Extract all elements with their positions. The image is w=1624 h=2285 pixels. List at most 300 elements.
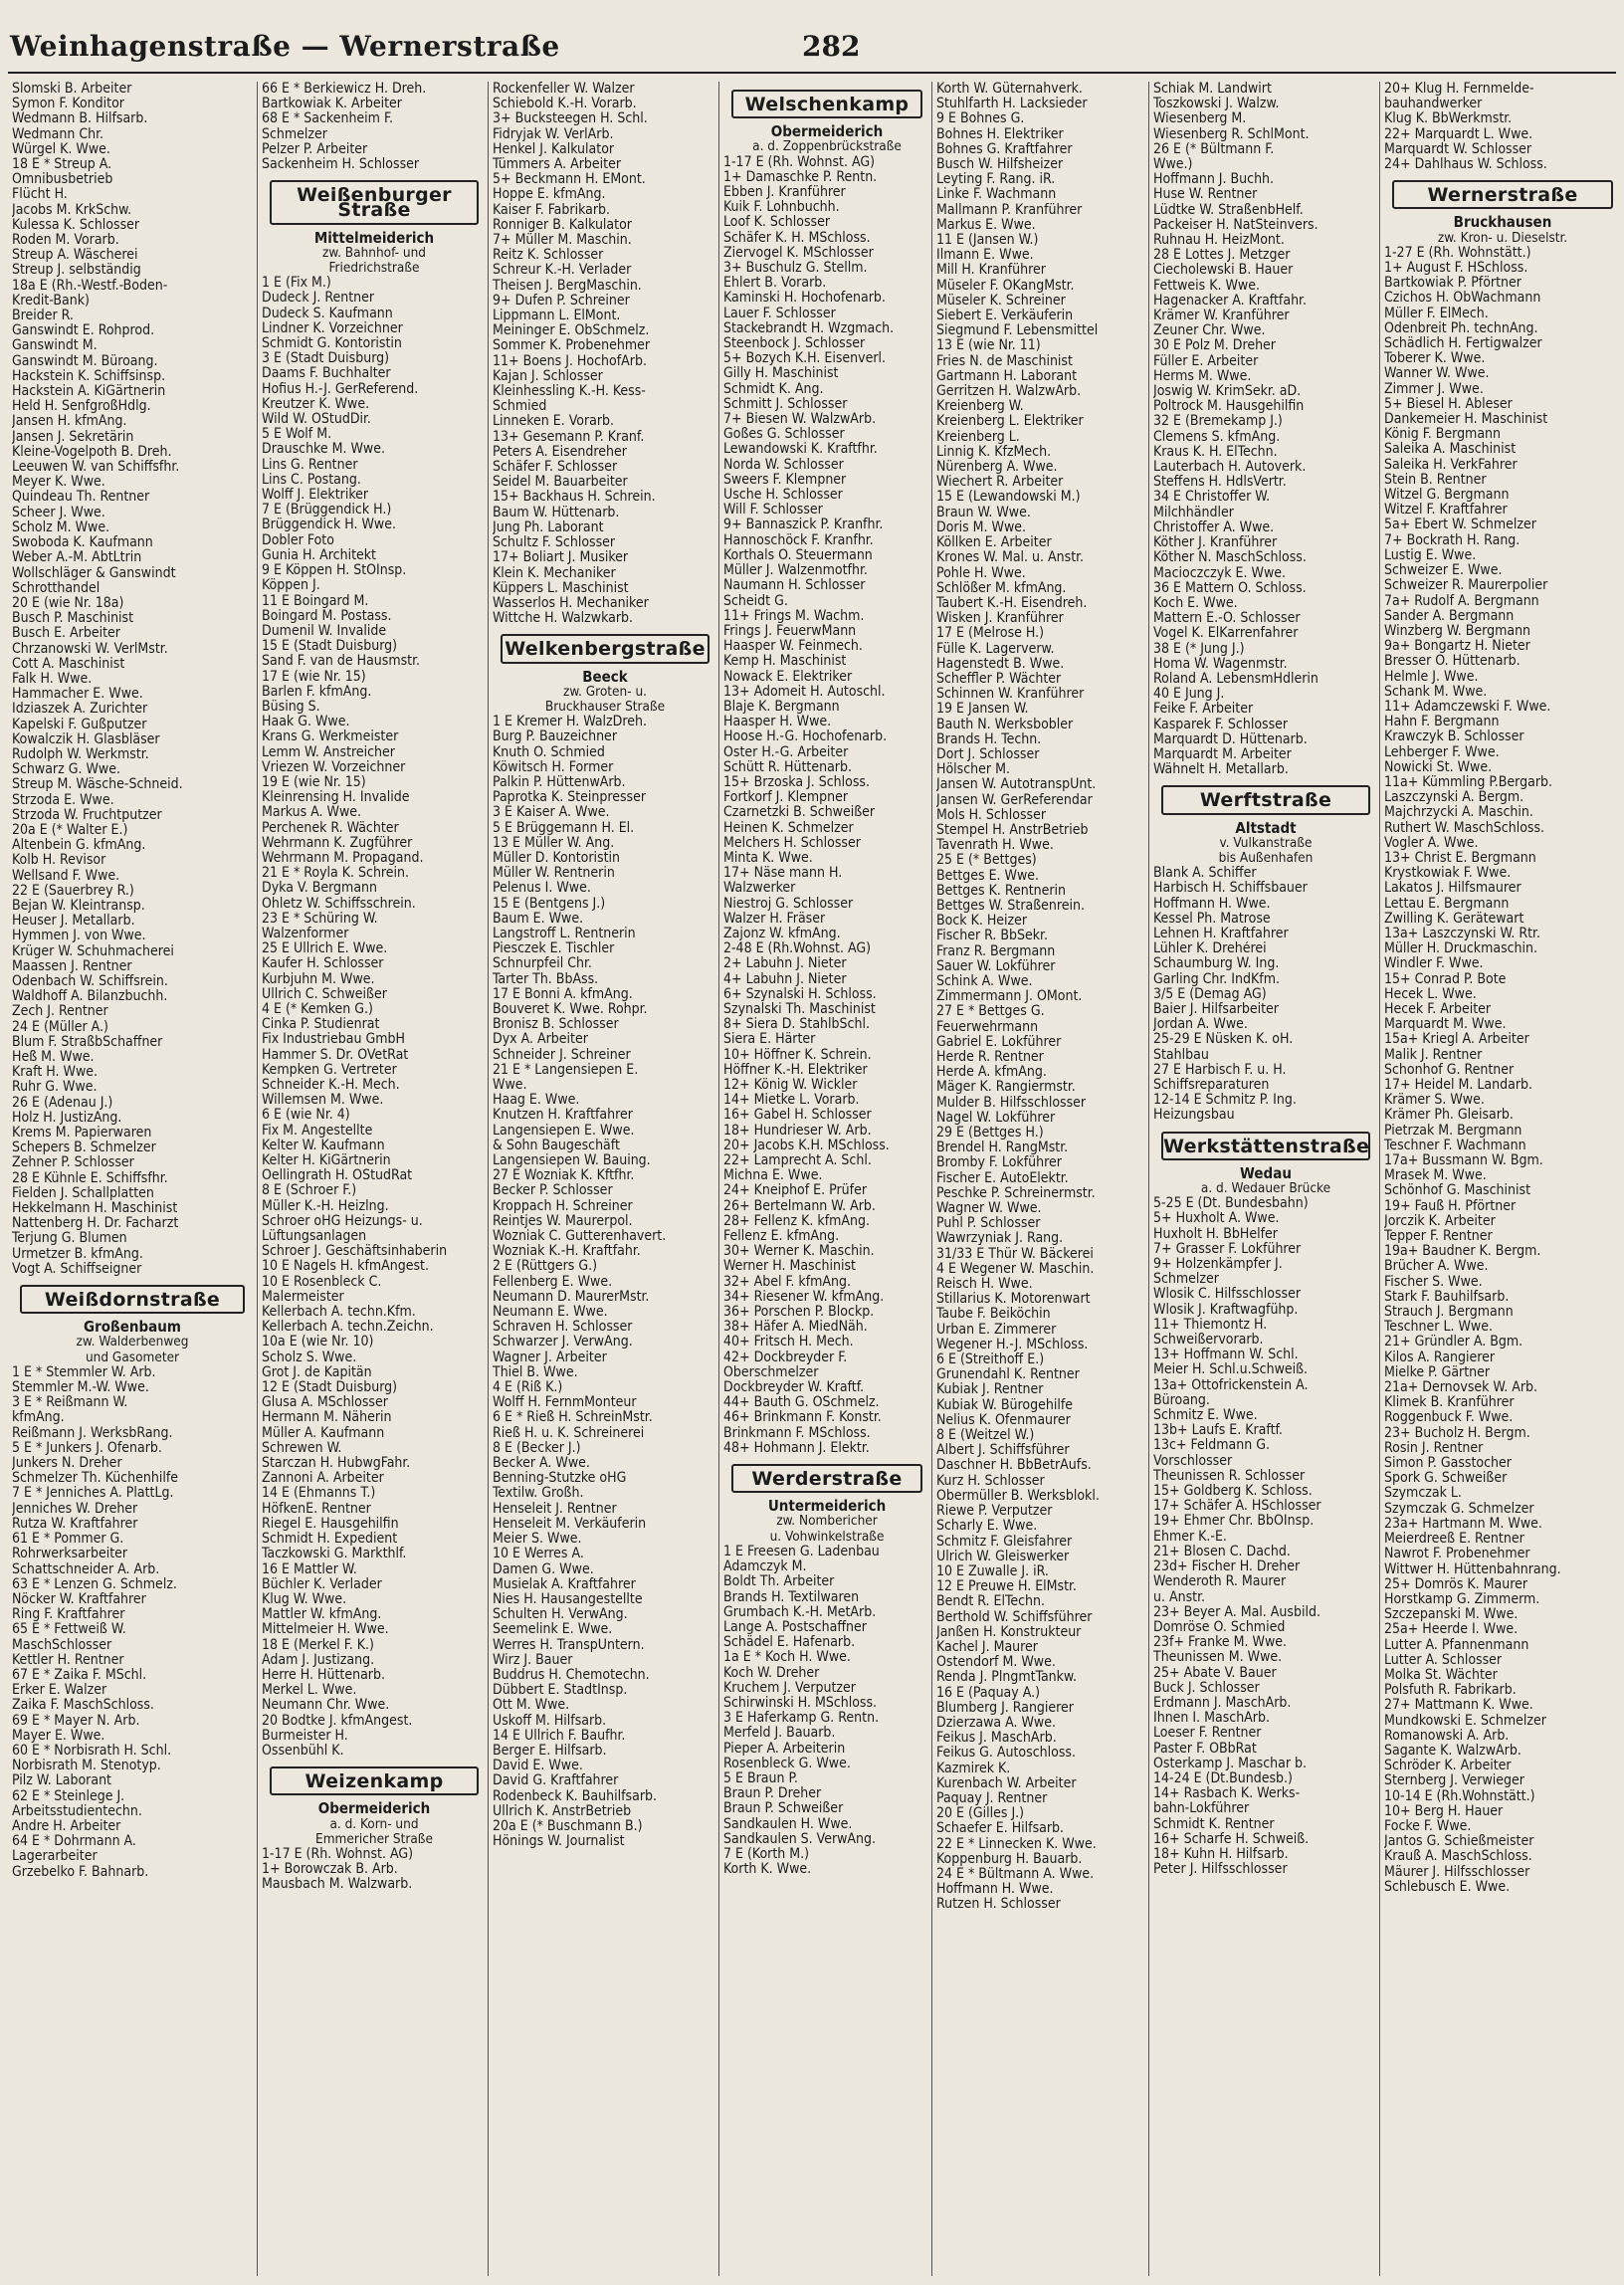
directory-entry: Müller W. Rentnerin — [493, 866, 615, 882]
directory-entry: Müseler K. Schreiner — [936, 293, 1066, 309]
directory-entry: Rosin J. Rentner — [1384, 1440, 1484, 1456]
directory-entry: 31/33 E Thür W. Bäckerei — [936, 1246, 1094, 1262]
directory-entry: Neumann D. MaurerMstr. — [493, 1289, 650, 1305]
directory-entry: Wedmann B. Hilfsarb. — [12, 111, 148, 127]
directory-entry: Schattschneider A. Arb. — [12, 1561, 160, 1577]
directory-entry: Jordan A. Wwe. — [1153, 1017, 1248, 1033]
directory-entry: Buddrus H. Chemotechn. — [493, 1667, 650, 1683]
street-extent: a. d. Wedauer Brücke — [1200, 1180, 1331, 1197]
street-extent: zw. Nombericher — [776, 1513, 878, 1530]
directory-entry: Hölscher M. — [936, 762, 1010, 778]
directory-entry: Lauer F. Schlosser — [723, 306, 836, 321]
directory-entry: 5+ Biesel H. Ableser — [1384, 396, 1513, 412]
directory-entry: Dudeck J. Rentner — [262, 291, 375, 307]
directory-entry: 25a+ Heerde I. Wwe. — [1384, 1622, 1519, 1638]
directory-entry: Herre H. Hüttenarb. — [262, 1667, 385, 1683]
directory-entry: & Sohn Baugeschäft — [493, 1138, 620, 1153]
directory-entry: Wollschläger & Ganswindt — [12, 565, 176, 581]
directory-entry: Starczan H. HubwgFahr. — [262, 1456, 411, 1472]
directory-entry: Schäfer F. Schlosser — [493, 460, 618, 476]
directory-entry: Wanner W. Wwe. — [1384, 366, 1490, 382]
directory-entry: 10+ Höffner K. Schrein. — [723, 1047, 872, 1063]
directory-entry: Klug W. Wwe. — [262, 1591, 347, 1607]
directory-entry: Taczkowski G. Markthlf. — [262, 1547, 407, 1562]
directory-entry: 18+ Hundrieser W. Arb. — [723, 1123, 872, 1139]
directory-entry: Zannoni A. Arbeiter — [262, 1471, 384, 1487]
directory-entry: 8 E (Becker J.) — [493, 1440, 581, 1456]
directory-entry: Schaefer E. Hilfsarb. — [936, 1821, 1065, 1837]
district-name: Wedau — [1240, 1163, 1292, 1182]
directory-entry: 16 E (Paquay A.) — [936, 1685, 1041, 1701]
directory-entry: Bettges K. Rentnerin — [936, 883, 1067, 899]
directory-entry: Haag E. Wwe. — [493, 1093, 580, 1109]
directory-entry: Müller H. Druckmaschin. — [1384, 941, 1538, 957]
directory-entry: Focke F. Wwe. — [1384, 1818, 1472, 1834]
directory-entry: Schaumburg W. Ing. — [1153, 956, 1280, 972]
directory-entry: Schädel E. Hafenarb. — [723, 1635, 856, 1651]
directory-entry: Schmidt K. Ang. — [723, 381, 824, 397]
directory-entry: 28+ Fellenz K. kfmAng. — [723, 1213, 870, 1229]
directory-entry: Oberschmelzer — [723, 1364, 819, 1380]
directory-entry: 20a E (* Walter E.) — [12, 822, 128, 838]
directory-entry: 7+ Bockrath H. Rang. — [1384, 532, 1521, 548]
directory-entry: Steffens H. HdlsVertr. — [1153, 475, 1287, 491]
directory-entry: 5 E Wolf M. — [262, 427, 332, 443]
directory-entry: Tümmers A. Arbeiter — [493, 157, 622, 173]
directory-entry: Schmelzer — [262, 126, 327, 142]
directory-entry: 1 E * Stemmler W. Arb. — [12, 1364, 156, 1380]
street-heading: Weißdornstraße — [20, 1285, 245, 1314]
directory-entry: 7 E (Korth M.) — [723, 1846, 810, 1862]
directory-entry: Krones W. Mal. u. Anstr. — [936, 550, 1085, 566]
directory-entry: 64 E * Dohrmann A. — [12, 1834, 136, 1850]
directory-entry: Schwarz G. Wwe. — [12, 762, 120, 778]
directory-entry: Kreutzer K. Wwe. — [262, 396, 370, 412]
directory-entry: Vriezen W. Vorzeichner — [262, 759, 406, 775]
directory-entry: Bromby F. Lokführer — [936, 1155, 1062, 1171]
directory-entry: 6 E (Streithoff E.) — [936, 1352, 1045, 1368]
directory-entry: Janßen H. Konstrukteur — [936, 1624, 1082, 1640]
directory-entry: 11+ Frings M. Wachm. — [723, 608, 865, 624]
directory-entry: 36+ Porschen P. Blockp. — [723, 1305, 875, 1321]
directory-entry: Dockbreyder W. Kraftf. — [723, 1380, 865, 1396]
directory-entry: 18 E (Merkel F. K.) — [262, 1637, 374, 1653]
directory-entry: Jacobs M. KrkSchw. — [12, 202, 132, 218]
directory-entry: 2 E (Rüttgers G.) — [493, 1259, 598, 1275]
street-extent: bis Außenhafen — [1218, 849, 1314, 866]
directory-entry: 7+ Müller M. Maschin. — [493, 233, 632, 249]
directory-entry: 67 E * Zaika F. MSchl. — [12, 1667, 147, 1683]
directory-entry: Jorczik K. Arbeiter — [1384, 1213, 1496, 1229]
directory-entry: Bettges W. Straßenrein. — [936, 898, 1086, 914]
directory-entry: Lutter A. Pfannenmann — [1384, 1637, 1529, 1653]
directory-entry: Simon P. Gasstocher — [1384, 1456, 1512, 1472]
directory-entry: Jantos G. Schießmeister — [1384, 1834, 1534, 1850]
directory-entry: 7 E (Brüggendick H.) — [262, 503, 392, 519]
directory-entry: Norda W. Schlosser — [723, 457, 844, 473]
directory-entry: Norbisrath M. Stenotyp. — [12, 1759, 161, 1774]
directory-entry: 17 E (Melrose H.) — [936, 626, 1045, 642]
directory-entry: Ullrich C. Schweißer — [262, 986, 387, 1002]
directory-entry: Herms M. Wwe. — [1153, 368, 1252, 384]
directory-entry: 24 E (Müller A.) — [12, 1019, 108, 1035]
directory-entry: Korth W. Güternahverk. — [936, 82, 1083, 97]
directory-entry: 8 E (Schroer F.) — [262, 1183, 357, 1199]
directory-entry: Lange A. Postschaffner — [723, 1619, 867, 1635]
directory-entry: 2-48 E (Rh.Wohnst. AG) — [723, 941, 872, 957]
directory-entry: 10 E Nagels H. kfmAngest. — [262, 1259, 429, 1275]
directory-entry: Symon F. Konditor — [12, 97, 124, 112]
directory-entry: Altenbein G. kfmAng. — [12, 838, 146, 854]
directory-entry: Kajan J. Schlosser — [493, 368, 603, 384]
directory-entry: kfmAng. — [12, 1410, 65, 1426]
directory-entry: Majchrzycki A. Maschin. — [1384, 805, 1533, 821]
directory-entry: 22 E (Sauerbrey R.) — [12, 883, 134, 899]
directory-entry: Holz H. JustizAng. — [12, 1110, 122, 1126]
directory-entry: Stein B. Rentner — [1384, 472, 1487, 488]
directory-entry: 15 E (Stadt Duisburg) — [262, 639, 398, 655]
directory-entry: Müseler F. OKangMstr. — [936, 278, 1075, 294]
directory-entry: 13 E (wie Nr. 11) — [936, 338, 1041, 354]
directory-entry: Kellerbach A. techn.Zeichn. — [262, 1320, 434, 1336]
directory-entry: Ganswindt M. Büroang. — [12, 353, 158, 369]
directory-entry: 16+ Gabel H. Schlosser — [723, 1108, 872, 1124]
directory-entry: 20 E (wie Nr. 18a) — [12, 595, 124, 611]
directory-entry: Riewe P. Verputzer — [936, 1504, 1053, 1520]
directory-entry: 8 E (Weitzel W.) — [936, 1428, 1035, 1444]
directory-entry: Siebert E. Verkäuferin — [936, 309, 1074, 324]
directory-entry: Sackenheim H. Schlosser — [262, 157, 420, 173]
directory-entry: Ruthert W. MaschSchloss. — [1384, 820, 1545, 836]
directory-entry: Kurz H. Schlosser — [936, 1473, 1045, 1489]
directory-entry: Kachel J. Maurer — [936, 1639, 1038, 1655]
directory-entry: 26 E (Adenau J.) — [12, 1095, 113, 1111]
directory-entry: Wegener H.-J. MSchloss. — [936, 1337, 1089, 1352]
directory-entry: Korthals O. Steuermann — [723, 547, 873, 563]
directory-entry: Mattler W. kfmAng. — [262, 1607, 382, 1623]
directory-entry: Zehner P. Schlosser — [12, 1155, 134, 1171]
directory-entry: Christoffer A. Wwe. — [1153, 519, 1275, 535]
directory-entry: Pelenus I. Wwe. — [493, 881, 591, 897]
directory-entry: Wiechert R. Arbeiter — [936, 475, 1064, 491]
directory-entry: Ganswindt E. Rohprod. — [12, 323, 155, 339]
directory-entry: Kelter W. Kaufmann — [262, 1138, 385, 1153]
directory-entry: 9 E Bohnes G. — [936, 111, 1025, 127]
directory-entry: Ilmann E. Wwe. — [936, 248, 1034, 264]
directory-entry: Vorschlosser — [1153, 1453, 1233, 1469]
directory-entry: Brands H. Techn. — [936, 731, 1042, 747]
directory-entry: Macioczczyk E. Wwe. — [1153, 565, 1286, 581]
district-name: Untermeiderich — [767, 1497, 887, 1516]
district-name: Obermeiderich — [770, 122, 884, 141]
directory-entry: Knutzen H. Kraftfahrer — [493, 1108, 633, 1124]
directory-entry: Stahlbau — [1153, 1047, 1209, 1063]
directory-entry: Vogt A. Schiffseigner — [12, 1261, 142, 1277]
directory-entry: Toszkowski J. Walzw. — [1153, 97, 1280, 112]
directory-entry: 1+ Damaschke P. Rentn. — [723, 169, 878, 185]
directory-entry: Nawrot F. Probenehmer — [1384, 1547, 1530, 1562]
directory-entry: Brendel H. RangMstr. — [936, 1141, 1069, 1156]
directory-entry: Poltrock M. Hausgehilfin — [1153, 399, 1305, 415]
directory-entry: Schmied — [493, 399, 547, 415]
directory-entry: 30 E Polz M. Dreher — [1153, 338, 1276, 354]
directory-entry: Schweißervorarb. — [1153, 1333, 1264, 1349]
directory-entry: Zimmermann J. OMont. — [936, 989, 1083, 1005]
directory-entry: Schütt R. Hüttenarb. — [723, 759, 852, 775]
directory-entry: Kapelski F. Gußputzer — [12, 717, 147, 732]
directory-entry: Lutter A. Schlosser — [1384, 1652, 1503, 1668]
directory-entry: Heuser J. Metallarb. — [12, 914, 135, 930]
directory-entry: 5 E Brüggemann H. El. — [493, 820, 635, 836]
directory-entry: Hoose H.-G. Hochofenarb. — [723, 729, 888, 745]
directory-entry: Niestroj G. Schlosser — [723, 896, 854, 912]
directory-entry: Hoppe E. kfmAng. — [493, 187, 606, 203]
directory-entry: Homa W. Wagenmstr. — [1153, 656, 1288, 672]
directory-entry: Krans G. Werkmeister — [262, 729, 399, 745]
directory-entry: Minta K. Wwe. — [723, 850, 813, 866]
directory-entry: Meyer K. Wwe. — [12, 475, 105, 491]
directory-entry: 19+ Ehmer Chr. BbOInsp. — [1153, 1514, 1315, 1530]
directory-entry: Mittelmeier H. Wwe. — [262, 1622, 389, 1638]
street-heading: Wernerstraße — [1392, 180, 1613, 209]
directory-entry: bahn-Lokführer — [1153, 1801, 1250, 1817]
directory-entry: Lauterbach H. Autoverk. — [1153, 460, 1307, 476]
directory-entry: Peschke P. Schreinermstr. — [936, 1185, 1096, 1201]
directory-entry: Pohle H. Wwe. — [936, 565, 1026, 581]
directory-entry: Spork G. Schweißer — [1384, 1471, 1508, 1487]
directory-entry: Baier J. Hilfsarbeiter — [1153, 1001, 1279, 1017]
directory-entry: Flücht H. — [12, 187, 68, 203]
directory-entry: Hecek L. Wwe. — [1384, 986, 1477, 1002]
directory-entry: Glusa A. MSchlosser — [262, 1395, 388, 1411]
street-extent: a. d. Korn- und — [329, 1815, 419, 1832]
directory-entry: Ciecholewski B. Hauer — [1153, 263, 1294, 279]
directory-entry: Schneider J. Schreiner — [493, 1047, 631, 1063]
directory-entry: 25 E Ullrich E. Wwe. — [262, 941, 388, 957]
column-3 — [488, 82, 717, 2276]
directory-entry: Lemm W. Anstreicher — [262, 744, 395, 760]
directory-entry: Kaiser F. Fabrikarb. — [493, 202, 611, 218]
directory-entry: Boldt Th. Arbeiter — [723, 1574, 835, 1590]
directory-entry: Scheidt G. — [723, 593, 788, 609]
directory-entry: 11 E Boingard M. — [262, 593, 369, 609]
directory-entry: Schrotthandel — [12, 580, 101, 596]
directory-entry: Usche H. Schlosser — [723, 488, 843, 504]
directory-entry: 22+ Lamprecht A. Schl. — [723, 1153, 872, 1169]
directory-entry: Schönhof G. Maschinist — [1384, 1183, 1531, 1199]
directory-entry: Riegel E. Hausgehilfin — [262, 1516, 399, 1532]
directory-entry: Witzel F. Kraftfahrer — [1384, 503, 1508, 519]
directory-entry: Kemp H. Maschinist — [723, 654, 847, 670]
directory-entry: Bettges E. Wwe. — [936, 868, 1040, 884]
directory-entry: 15 E (Bentgens J.) — [493, 896, 606, 912]
directory-entry: Szymczak G. Schmelzer — [1384, 1501, 1534, 1517]
directory-entry: Schultz F. Schlosser — [493, 535, 616, 551]
directory-entry: Wittche H. Walzwkarb. — [493, 611, 634, 627]
directory-entry: Vogel K. ElKarrenfahrer — [1153, 626, 1299, 642]
directory-entry: Fülle K. Lagerverw. — [936, 641, 1055, 657]
directory-entry: 19a+ Baudner K. Bergm. — [1384, 1244, 1541, 1260]
directory-entry: Kessel Ph. Matrose — [1153, 911, 1271, 927]
directory-entry: Jung Ph. Laborant — [493, 519, 604, 535]
directory-entry: Schäfer K. H. MSchloss. — [723, 230, 871, 246]
directory-entry: 13+ Adomeit H. Autoschl. — [723, 684, 886, 700]
directory-entry: Wasserlos H. Mechaniker — [493, 595, 649, 611]
directory-entry: Daschner H. BbBetrAufs. — [936, 1458, 1092, 1474]
directory-entry: Wiesenberg M. — [1153, 111, 1247, 127]
directory-entry: 22+ Marquardt L. Wwe. — [1384, 126, 1533, 142]
directory-entry: Slomski B. Arbeiter — [12, 82, 132, 97]
directory-entry: Chrzanowski W. VerlMstr. — [12, 641, 168, 657]
directory-entry: Theunissen R. Schlosser — [1153, 1468, 1306, 1484]
directory-entry: Melchers H. Schlosser — [723, 835, 861, 851]
directory-entry: Schädlich H. Fertigwalzer — [1384, 336, 1542, 352]
directory-entry: Haak G. Wwe. — [262, 715, 350, 730]
directory-entry: Schroer J. Geschäftsinhaberin — [262, 1244, 448, 1260]
directory-entry: Haasper H. Wwe. — [723, 715, 832, 730]
directory-entry: Wozniak C. Gutterenhavert. — [493, 1229, 667, 1245]
directory-entry: Henkel J. Kalkulator — [493, 141, 615, 157]
directory-entry: Nowicki St. Wwe. — [1384, 759, 1493, 775]
directory-entry: Krämer Ph. Gleisarb. — [1384, 1108, 1514, 1124]
directory-entry: Krüger W. Schuhmacherei — [12, 943, 174, 959]
directory-entry: 24+ Kneiphof E. Prüfer — [723, 1183, 868, 1199]
street-extent: Bruckhauser Straße — [544, 698, 666, 715]
directory-entry: Rosenbleck G. Wwe. — [723, 1756, 851, 1771]
directory-entry: 69 E * Mayer N. Arb. — [12, 1713, 140, 1729]
directory-entry: Theunissen M. Wwe. — [1153, 1650, 1283, 1666]
street-extent: zw. Kron- u. Dieselstr. — [1437, 229, 1568, 246]
directory-entry: Knuth O. Schmied — [493, 744, 605, 760]
directory-entry: Saleika H. VerkFahrer — [1384, 457, 1518, 473]
directory-entry: Michna E. Wwe. — [723, 1168, 823, 1184]
district-name: Altstadt — [1235, 818, 1297, 837]
directory-entry: Falk H. Wwe. — [12, 671, 93, 687]
directory-entry: Schmitt J. Schlosser — [723, 396, 848, 412]
directory-entry: Textilw. Großh. — [493, 1486, 584, 1502]
directory-entry: Romanowski A. Arb. — [1384, 1728, 1510, 1744]
directory-entry: Erdmann J. MaschArb. — [1153, 1695, 1292, 1711]
directory-entry: Naumann H. Schlosser — [723, 578, 866, 594]
directory-entry: Bartkowiak K. Arbeiter — [262, 97, 402, 112]
directory-entry: Wozniak K.-H. Kraftfahr. — [493, 1244, 641, 1260]
directory-entry: Schank M. Wwe. — [1384, 684, 1488, 700]
directory-entry: Grzebelko F. Bahnarb. — [12, 1864, 149, 1880]
directory-entry: 7a+ Rudolf A. Bergmann — [1384, 593, 1539, 609]
directory-entry: 18 E * Streup A. — [12, 157, 112, 173]
directory-entry: Würgel K. Wwe. — [12, 141, 110, 157]
directory-entry: Clemens S. kfmAng. — [1153, 429, 1281, 445]
directory-entry: Streup A. Wäscherei — [12, 248, 138, 264]
directory-entry: HöfkenE. Rentner — [262, 1501, 371, 1517]
directory-entry: Schroer oHG Heizungs- u. — [262, 1213, 423, 1229]
column-4 — [718, 82, 930, 2276]
directory-entry: Sweers F. Klempner — [723, 472, 847, 488]
directory-entry: 3 E Kaiser A. Wwe. — [493, 805, 610, 821]
directory-entry: Jenniches W. Dreher — [12, 1501, 138, 1517]
directory-entry: 15 E (Lewandowski M.) — [936, 490, 1081, 506]
directory-entry: Ziervogel K. MSchlosser — [723, 245, 874, 261]
directory-entry: Kulessa K. Schlosser — [12, 217, 140, 233]
directory-entry: 5a+ Ebert W. Schmelzer — [1384, 518, 1536, 533]
directory-entry: Erker E. Walzer — [12, 1683, 107, 1699]
directory-entry: 9+ Dufen P. Schreiner — [493, 293, 630, 309]
directory-entry: Bock K. Heizer — [936, 914, 1028, 930]
directory-entry: Schmidt K. Rentner — [1153, 1816, 1275, 1832]
directory-entry: Küppers L. Maschinist — [493, 580, 629, 596]
directory-entry: Sandkaulen S. VerwAng. — [723, 1831, 877, 1847]
directory-entry: Wähnelt H. Metallarb. — [1153, 762, 1289, 778]
directory-entry: Bauth N. Werksbobler — [936, 717, 1074, 732]
directory-entry: Müller K.-H. Heizlng. — [262, 1198, 389, 1214]
directory-entry: Schweizer E. Wwe. — [1384, 563, 1503, 579]
directory-entry: 5+ Huxholt A. Wwe. — [1153, 1211, 1280, 1227]
directory-entry: Hagenstedt B. Wwe. — [936, 656, 1065, 672]
district-name: Obermeiderich — [317, 1799, 431, 1818]
directory-entry: Walzer H. Fräser — [723, 911, 826, 927]
directory-entry: Kraus K. H. ElTechn. — [1153, 444, 1278, 460]
directory-entry: Nowack E. Elektriker — [723, 669, 853, 685]
directory-entry: Kellerbach A. techn.Kfm. — [262, 1305, 416, 1321]
directory-entry: Berger E. Hilfsarb. — [493, 1743, 607, 1759]
directory-entry: Kleinrensing H. Invalide — [262, 790, 410, 806]
directory-entry: Baum E. Wwe. — [493, 911, 584, 927]
directory-entry: Lippmann L. ElMont. — [493, 309, 621, 324]
directory-entry: Osterkamp J. Maschar b. — [1153, 1756, 1308, 1771]
directory-entry: 17a+ Bussmann W. Bgm. — [1384, 1153, 1543, 1169]
directory-entry: 28 E Lottes J. Metzger — [1153, 248, 1291, 264]
directory-entry: Ullrich K. AnstrBetrieb — [493, 1803, 632, 1819]
directory-entry: Nelius K. Ofenmaurer — [936, 1412, 1071, 1428]
directory-entry: Kredit-Bank) — [12, 293, 90, 309]
directory-entry: Henseleit M. Verkäuferin — [493, 1516, 647, 1532]
directory-entry: Merkel L. Wwe. — [262, 1683, 357, 1699]
directory-entry: Oellingrath H. OStudRat — [262, 1168, 413, 1184]
directory-entry: Roggenbuck F. Wwe. — [1384, 1410, 1514, 1426]
directory-entry: Sommer K. Probenehmer — [493, 338, 651, 354]
directory-entry: Lehnen H. Kraftfahrer — [1153, 926, 1289, 941]
running-title: Weinhagenstraße — Wernerstraße — [10, 30, 560, 63]
directory-entry: Lehberger F. Wwe. — [1384, 744, 1500, 760]
directory-entry: Kleine-Vogelpoth B. Dreh. — [12, 444, 172, 460]
directory-entry: Perchenek R. Wächter — [262, 820, 399, 836]
directory-entry: Pilz W. Laborant — [12, 1773, 111, 1789]
directory-entry: Kasparek F. Schlosser — [1153, 717, 1289, 732]
directory-entry: MaschSchlosser — [12, 1637, 112, 1653]
directory-entry: 14+ Mietke L. Vorarb. — [723, 1093, 860, 1109]
directory-entry: Müller J. Walzenmotfhr. — [723, 563, 868, 579]
directory-entry: Kurenbach W. Arbeiter — [936, 1775, 1077, 1791]
street-extent: Friedrichstraße — [328, 260, 420, 277]
directory-entry: Ruhnau H. HeizMont. — [1153, 233, 1285, 249]
directory-entry: Teschner F. Wachmann — [1384, 1138, 1526, 1153]
directory-entry: Fidryjak W. VerlArb. — [493, 126, 614, 142]
directory-entry: Scharly E. Wwe. — [936, 1519, 1038, 1535]
directory-entry: Schonhof G. Rentner — [1384, 1062, 1515, 1078]
directory-entry: 5+ Bozych K.H. Eisenverl. — [723, 351, 886, 367]
directory-entry: 1-17 E (Rh. Wohnst. AG) — [723, 154, 876, 170]
directory-entry: Pietrzak M. Bergmann — [1384, 1123, 1522, 1139]
directory-entry: Kilos A. Rangierer — [1384, 1350, 1496, 1365]
directory-entry: 20 E (Gilles J.) — [936, 1806, 1025, 1822]
directory-entry: Fortkorf J. Klempner — [723, 790, 849, 806]
directory-entry: Rieß H. u. K. Schreinerei — [493, 1425, 645, 1441]
directory-entry: Wlosik J. Kraftwagfühр. — [1153, 1302, 1299, 1318]
directory-entry: Bohnes G. Kraftfahrer — [936, 141, 1073, 157]
directory-entry: 26+ Bertelmann W. Arb. — [723, 1198, 876, 1214]
directory-entry: Schraven H. Schlosser — [493, 1320, 633, 1336]
directory-entry: Rockenfeller W. Walzer — [493, 82, 635, 97]
